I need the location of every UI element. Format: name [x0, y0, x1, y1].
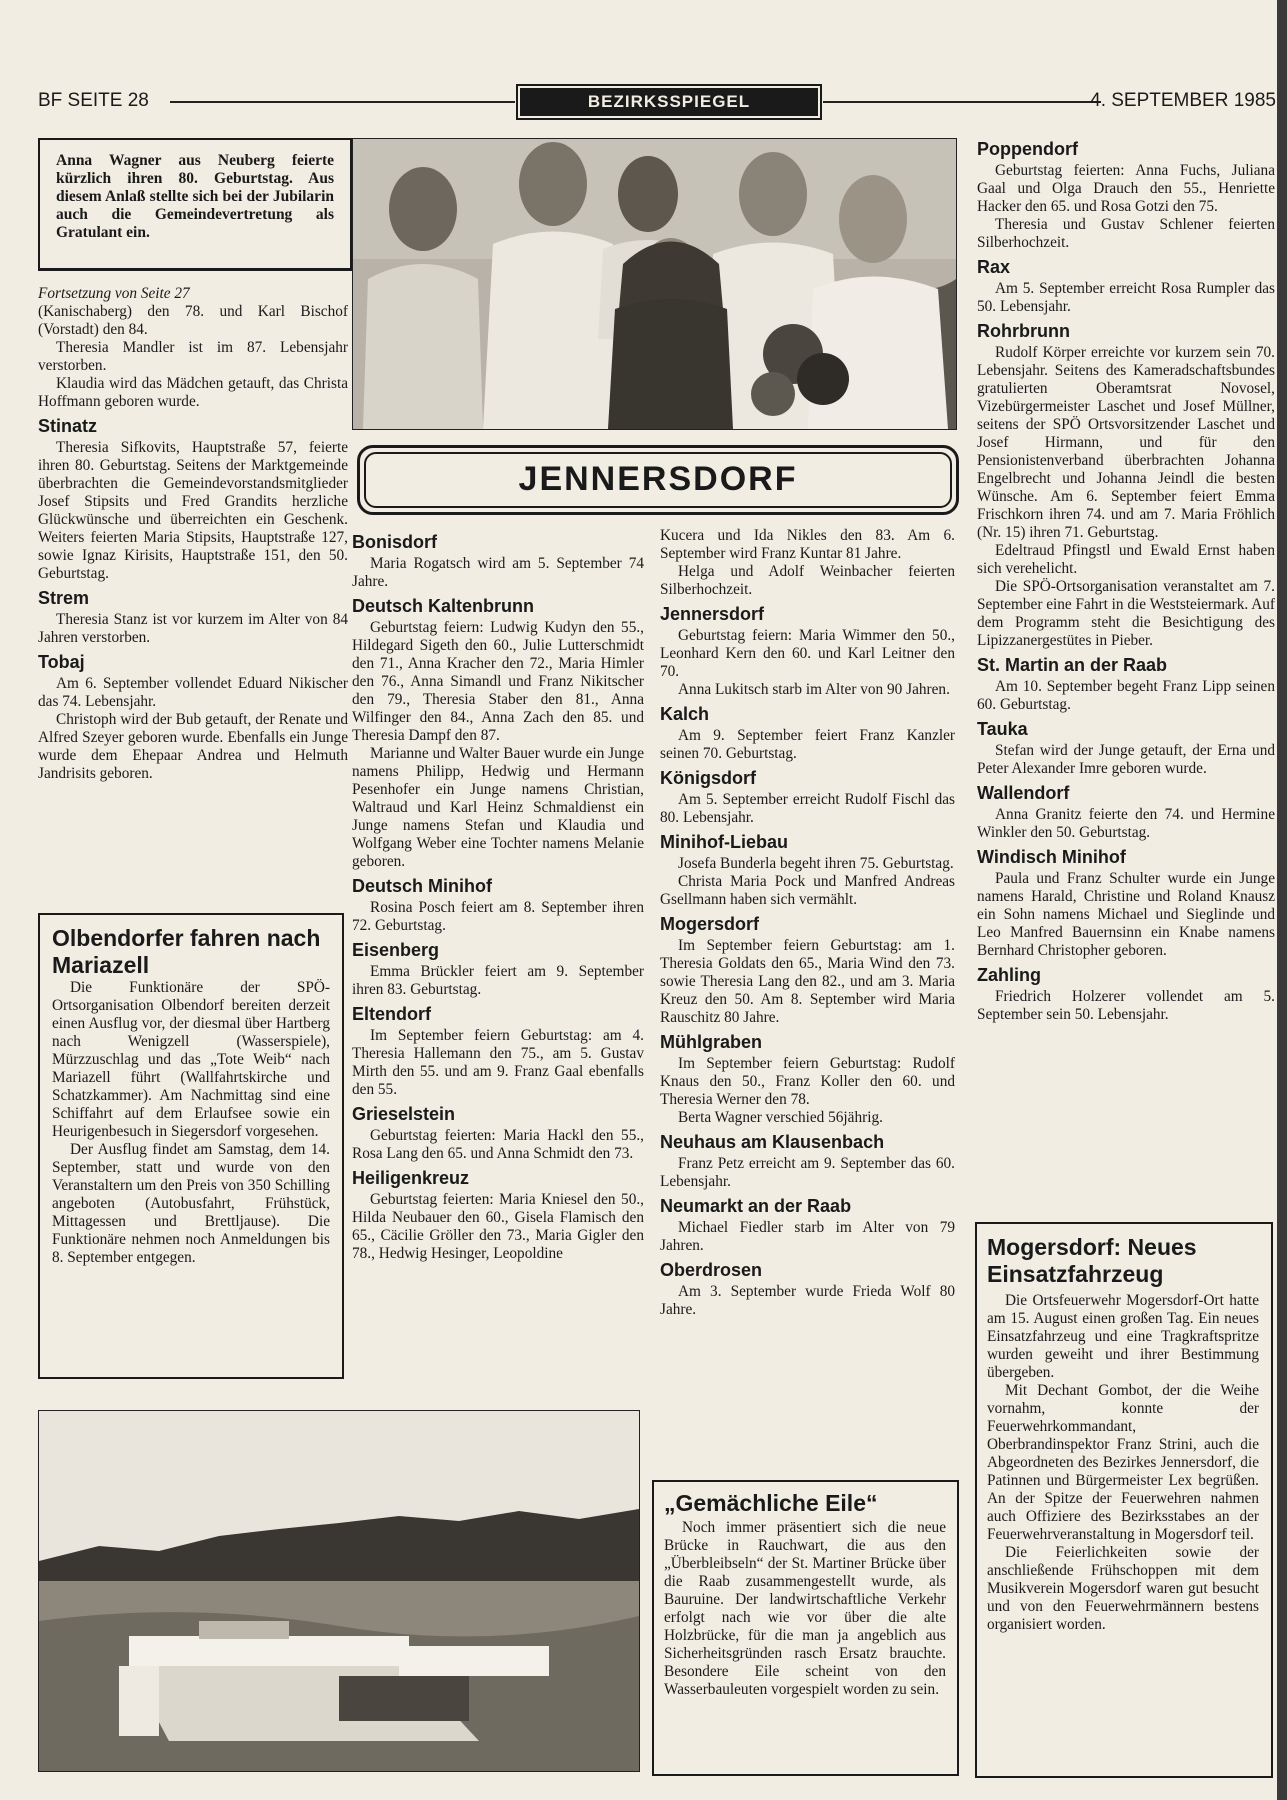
jennersdorf-banner	[357, 445, 959, 515]
paragraph: Theresia Stanz ist vor kurzem im Alter von 84 Jahren verstorben.	[38, 611, 348, 646]
section-heading: Deutsch Minihof	[352, 876, 492, 896]
paragraph: Am 3. September wurde Frieda Wolf 80 Jahre.	[660, 1283, 955, 1318]
section-heading: Stinatz	[38, 416, 98, 436]
paragraph: Im September feiern Geburtstag: am 4. Theresia Hallemann den 75., am 5. Gustav Mirth den 55. und am 9. Franz Gaal ebenfalls den 55.	[352, 1027, 644, 1098]
person-6	[608, 238, 733, 429]
section-heading: Kalch	[660, 704, 710, 724]
paragraph: Die Funktionäre der SPÖ-Ortsorganisation Olbendorf bereiten derzeit einen Ausflug vor, der diesmal über Hartberg nach Wenigzell (Wasserspiele), Mürzzuschlag und das „Tote Weib“ nach Mariazell führt (Wallfahrtskirche und Schatzkammer). Am Nachmittag sind eine Schiffahrt auf dem Erlaufsee sowie ein Heurigenbesuch in Siegersdorf vorgesehen.	[52, 979, 330, 1140]
section-heading: Neuhaus am Klausenbach	[660, 1132, 885, 1152]
paragraph: Die Feierlichkeiten sowie der anschließende Frühschoppen mit dem Musikverein Mogersdorf waren gut besucht und von den Feuerwehrmännern bestens organisiert worden.	[987, 1544, 1259, 1633]
section-heading: Mühlgraben	[660, 1032, 762, 1052]
paragraph: Marianne und Walter Bauer wurde ein Junge namens Philipp, Hedwig und Hermann Pesenhofer ein Junge namens Christian, Waltraud und Karl Heinz Schmaldienst ein Junge namens Stefan und Klaudia und Wolfgang Weber eine Tochter namens Melanie geboren.	[352, 745, 644, 870]
section-heading: Windisch Minihof	[977, 847, 1126, 867]
section-heading: Königsdorf	[660, 768, 756, 788]
paragraph: Geburtstag feierten: Anna Fuchs, Juliana Gaal und Olga Drauch den 55., Henriette Hacker den 65. und Rosa Gotzi den 75.	[977, 162, 1275, 215]
paragraph: Am 10. September begeht Franz Lipp seinen 60. Geburtstag.	[977, 678, 1275, 713]
section-heading: Tobaj	[38, 652, 85, 672]
gemaechliche-eile-article	[664, 1490, 946, 1699]
paragraph: Geburtstag feiern: Ludwig Kudyn den 55., Hildegard Sigeth den 60., Julie Lutterschmidt den 71., Anna Kracher den 72., Maria Himler den 76., Anna Simandl und Franz Nikitscher den 79., Theresia Staber den 81., Anna Wilfinger den 84., Anna Zach den 85. und Theresia Dampf den 87.	[352, 619, 644, 744]
section-heading: Neumarkt an der Raab	[660, 1196, 852, 1216]
paragraph: Rosina Posch feiert am 8. September ihren 72. Geburtstag.	[352, 899, 644, 934]
paragraph: Rudolf Körper erreichte vor kurzem sein 70. Lebensjahr. Seitens des Kameradschaftsbundes gratulierten Oberamtsrat Novosel, Vizebürgermeister Laschet und Josef Müllner, seitens der SPÖ Ortsvorsitzender Laschet und Josef Hirmann, und für den Pensionistenverband überbrachten Johanna Engelbrecht und Johanna Jeindl die besten Wünsche. Am 6. September feiert Emma Frischkorn ihren 74. und am 7. Maria Fröhlich (Nr. 15) ihren 71. Geburtstag.	[977, 344, 1275, 541]
paragraph: Anna Granitz feierte den 74. und Hermine Winkler den 50. Geburtstag.	[977, 806, 1275, 841]
paragraph: Die SPÖ-Ortsorganisation veranstaltet am 7. September eine Fahrt in die Weststeiermark. Auf dem Programm steht die Besichtigung des Lipizzanergestütes in Pieber.	[977, 578, 1275, 649]
olbendorf-box	[38, 913, 344, 1379]
paragraph: Mit Dechant Gombot, der die Weihe vornahm, konnte der Feuerwehrkommandant, Oberbrandinspektor Franz Strini, auch die Abgeordneten des Bezirkes Jennersdorf, die Patinnen und Bürgermeister Lex begrüßen. An der Spitze der Feuerwehren nahmen auch Offiziere des Bezirksstabes an der Feuerwehrveranstaltung in Mogersdorf teil.	[987, 1382, 1259, 1543]
paragraph: (Kanischaberg) den 78. und Karl Bischof (Vorstadt) den 84.	[38, 303, 348, 338]
paragraph: Theresia Sifkovits, Hauptstraße 57, feierte ihren 80. Geburtstag. Seitens der Marktgemeinde überbrachten die Gemeindevorstandsmitglieder Josef Stipsits und Fred Grandits herzliche Glückwünsche und überreichten ein Geschenk. Weiters feierten Maria Stipsits, Hauptstraße 127, sowie Ignaz Kirisits, Hauptstraße 151, den 50. Geburtstag.	[38, 439, 348, 582]
paragraph: Noch immer präsentiert sich die neue Brücke in Rauchwart, die aus den „Überbleibseln“ der St. Martiner Brücke über die Raab zusammengestellt wurde, als Bauruine. Der landwirtschaftliche Verkehr erfolgt nach wie vor über die alte Holzbrücke, für die man ja angeblich aus Sicherheitsgründen rasch Ersatz brauchte. Besondere Eile scheint von den Wasserbauleuten vorgespielt worden zu sein.	[664, 1519, 946, 1698]
section-heading: Rohrbrunn	[977, 321, 1070, 341]
section-heading: Jennersdorf	[660, 604, 765, 624]
page-header	[38, 88, 1276, 114]
section-heading: Minihof-Liebau	[660, 832, 788, 852]
paragraph: Emma Brückler feiert am 9. September ihren 83. Geburtstag.	[352, 963, 644, 998]
paragraph: Berta Wagner verschied 56jährig.	[678, 1109, 883, 1126]
paragraph: Friedrich Holzerer vollendet am 5. September sein 50. Lebensjahr.	[977, 988, 1275, 1023]
column-4	[977, 134, 1275, 1024]
paragraph: Edeltraud Pfingstl und Ewald Ernst haben sich verehelicht.	[977, 542, 1275, 577]
paragraph: Geburtstag feierten: Maria Kniesel den 50., Hilda Neubauer den 60., Gisela Flamisch den 65., Cäcilie Gröller den 73., Maria Gigler den 78., Hedwig Hesinger, Leopoldine	[352, 1191, 644, 1262]
section-heading: Poppendorf	[977, 139, 1078, 159]
issue-date: 4. SEPTEMBER 1985	[1090, 90, 1276, 111]
paragraph: Im September feiern Geburtstag: Rudolf Knaus den 50., Franz Koller den 60. und Theresia Werner den 78.	[660, 1055, 955, 1108]
header-rule-left	[170, 101, 515, 103]
column-1	[38, 285, 348, 783]
bridge-photo	[38, 1410, 640, 1772]
section-tag: BEZIRKSSPIEGEL	[520, 88, 818, 116]
mogersdorf-article	[987, 1234, 1259, 1634]
paragraph: Helga und Adolf Weinbacher feierten Silberhochzeit.	[660, 563, 955, 598]
paragraph: Michael Fiedler starb im Alter von 79 Jahren.	[660, 1219, 955, 1254]
photo-caption-box	[38, 138, 353, 271]
bridge-photo-image	[39, 1411, 639, 1771]
header-rule-right	[823, 101, 1101, 103]
olbendorf-article	[52, 925, 330, 1267]
paragraph: Theresia Mandler ist im 87. Lebensjahr verstorben.	[38, 339, 348, 374]
page-edge	[1277, 0, 1287, 1800]
section-heading: Grieselstein	[352, 1104, 456, 1124]
article-title: Olbendorfer fahren nach Mariazell	[52, 925, 321, 978]
mogersdorf-box	[975, 1222, 1273, 1778]
paragraph: Christa Maria Pock und Manfred Andreas Gsellmann haben sich vermählt.	[660, 873, 955, 908]
section-heading: Zahling	[977, 965, 1041, 985]
paragraph: Am 9. September feiert Franz Kanzler seinen 70. Geburtstag.	[660, 727, 955, 762]
page-number: BF SEITE 28	[38, 90, 149, 111]
group-photo-image	[353, 139, 956, 429]
paragraph: Kucera und Ida Nikles den 83. Am 6. September wird Franz Kuntar 81 Jahre.	[660, 527, 955, 562]
section-heading: Eisenberg	[352, 940, 440, 960]
section-heading: Mogersdorf	[660, 914, 759, 934]
section-heading: Deutsch Kaltenbrunn	[352, 596, 535, 616]
section-heading: Wallendorf	[977, 783, 1070, 803]
article-title: Mogersdorf: Neues Einsatzfahrzeug	[987, 1234, 1197, 1287]
section-heading: Tauka	[977, 719, 1028, 739]
paragraph: Im September feiern Geburtstag: am 1. Theresia Goldats den 65., Maria Wind den 73. sowie Theresia Lang den 82., und am 3. Maria Kreuz den 50. Am 8. September wird Maria Rauschitz 80 Jahre.	[660, 937, 955, 1026]
column-2	[352, 527, 644, 1263]
paragraph: Josefa Bunderla begeht ihren 75. Geburtstag.	[678, 855, 954, 872]
continuation-note: Fortsetzung von Seite 27	[38, 285, 190, 302]
section-heading: Strem	[38, 588, 90, 608]
paragraph: Geburtstag feiern: Maria Wimmer den 50., Leonhard Kern den 60. und Karl Leitner den 70.	[660, 627, 955, 680]
paragraph: Am 5. September erreicht Rosa Rumpler das 50. Lebensjahr.	[977, 280, 1275, 315]
paragraph: Paula und Franz Schulter wurde ein Junge namens Harald, Christine und Roland Knausz ein Sohn namens Michael und Sieglinde und Leo Manfred Bauernsinn ein Knabe namens Bernhard Christopher geboren.	[977, 870, 1275, 959]
section-heading: Oberdrosen	[660, 1260, 763, 1280]
paragraph: Theresia und Gustav Schlener feierten Silberhochzeit.	[977, 216, 1275, 251]
paragraph: Die Ortsfeuerwehr Mogersdorf-Ort hatte am 15. August einen großen Tag. Ein neues Einsatzfahrzeug und eine Tragkraftspritze wurden geweiht und ihrer Bestimmung übergeben.	[987, 1292, 1259, 1381]
paragraph: Am 6. September vollendet Eduard Nikischer das 74. Lebensjahr.	[38, 675, 348, 710]
section-heading: St. Martin an der Raab	[977, 655, 1168, 675]
paragraph: Am 5. September erreicht Rudolf Fischl das 80. Lebensjahr.	[660, 791, 955, 826]
column-3	[660, 527, 955, 1319]
paragraph: Anna Lukitsch starb im Alter von 90 Jahren.	[678, 681, 950, 698]
paragraph: Geburtstag feierten: Maria Hackl den 55., Rosa Lang den 65. und Anna Schmidt den 73.	[352, 1127, 644, 1162]
paragraph: Der Ausflug findet am Samstag, dem 14. September, statt und wurde von den Veranstaltern um den Preis von 350 Schilling angeboten (Autobusfahrt, Frühstück, Mittagessen und Brettljause). Die Funktionäre nehmen noch Anmeldungen bis 8. September entgegen.	[52, 1141, 330, 1266]
banner-title: JENNERSDORF	[364, 452, 952, 508]
article-title: „Gemächliche Eile“	[664, 1490, 878, 1516]
paragraph: Franz Petz erreicht am 9. September das 60. Lebensjahr.	[660, 1155, 955, 1190]
paragraph: Stefan wird der Junge getauft, der Erna und Peter Alexander Imre geboren wurde.	[977, 742, 1275, 777]
section-heading: Eltendorf	[352, 1004, 431, 1024]
gemaechliche-eile-box	[652, 1480, 959, 1776]
section-heading: Heiligenkreuz	[352, 1168, 470, 1188]
group-photo	[352, 138, 957, 430]
section-heading: Bonisdorf	[352, 532, 437, 552]
section-heading: Rax	[977, 257, 1011, 277]
paragraph: Maria Rogatsch wird am 5. September 74 Jahre.	[352, 555, 644, 590]
paragraph: Christoph wird der Bub getauft, der Renate und Alfred Szeyer geboren wurde. Ebenfalls ein Junge wurde dem Ehepaar Andrea und Helmuth Jandrisits geboren.	[38, 711, 348, 782]
paragraph: Klaudia wird das Mädchen getauft, das Christa Hoffmann geboren wurde.	[38, 375, 348, 410]
photo-caption: Anna Wagner aus Neuberg feierte kürzlich ihren 80. Geburtstag. Aus diesem Anlaß stellte sich bei der Jubilarin auch die Gemeindevertretung als Gratulant ein.	[56, 152, 334, 241]
